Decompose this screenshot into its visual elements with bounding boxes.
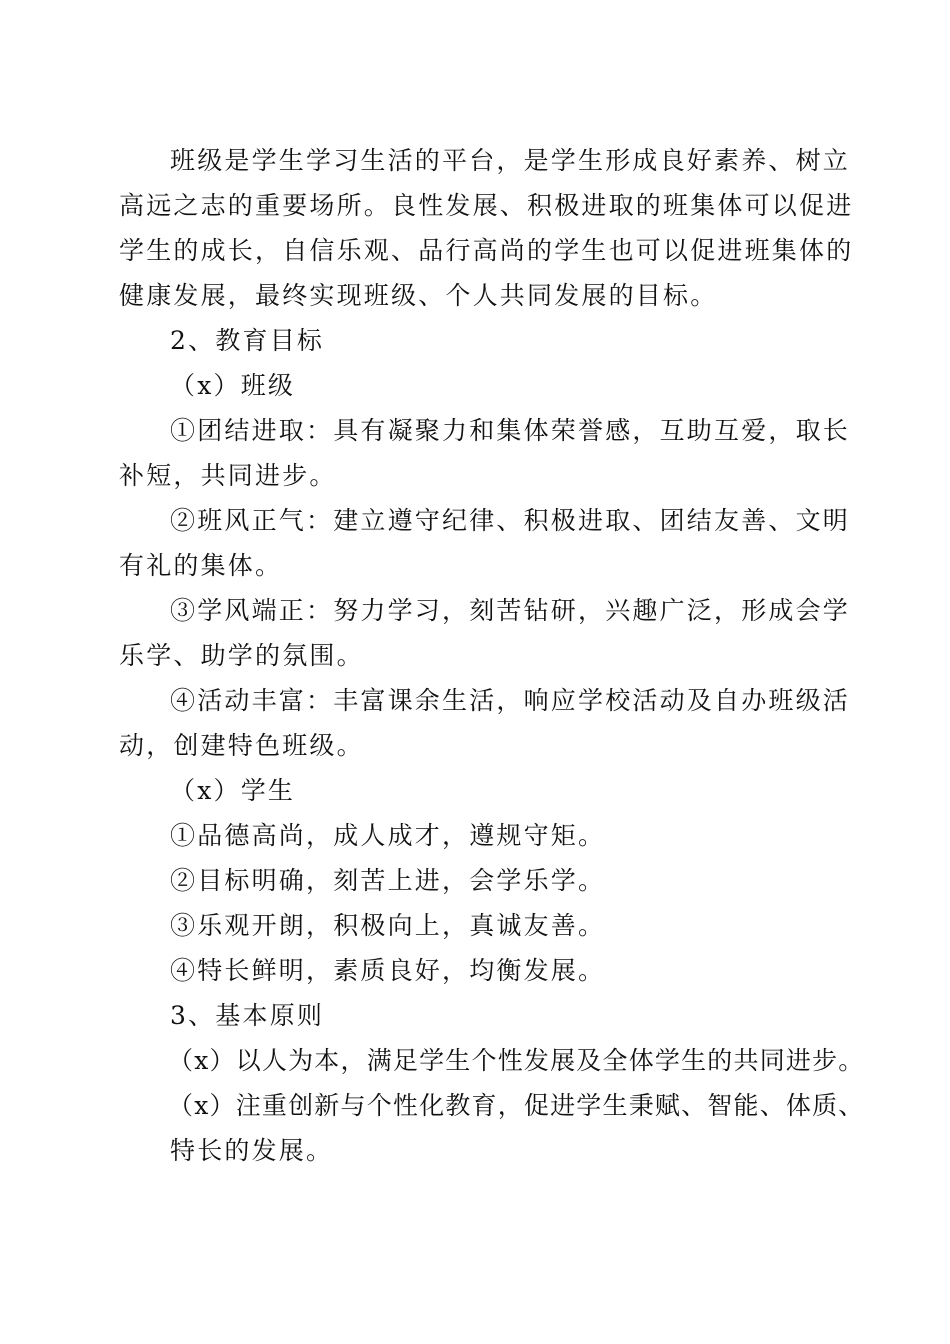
subsection-heading-class: （x）班级 [170,371,296,400]
intro-line: 健康发展，最终实现班级、个人共同发展的目标。 [119,281,718,310]
subsection-heading-student: （x）学生 [170,776,296,805]
section-heading: 2、教育目标 [170,326,325,355]
student-item: ①品德高尚，成人成才，遵规守矩。 [170,821,606,850]
intro-line: 学生的成长，自信乐观、品行高尚的学生也可以促进班集体的 [119,236,854,265]
class-item-line: 乐学、助学的氛围。 [119,641,364,670]
intro-line: 班级是学生学习生活的平台，是学生形成良好素养、树立 [170,146,851,175]
student-item: ④特长鲜明，素质良好，均衡发展。 [170,956,606,985]
class-item-line: 有礼的集体。 [119,551,283,580]
class-item-line: ①团结进取：具有凝聚力和集体荣誉感，互助互爱，取长 [170,416,851,445]
student-item: ②目标明确，刻苦上进，会学乐学。 [170,866,606,895]
class-item-line: ④活动丰富：丰富课余生活，响应学校活动及自办班级活 [170,686,851,715]
class-item-line: 动，创建特色班级。 [119,731,364,760]
principle-line: （x）以人为本，满足学生个性发展及全体学生的共同进步。 [168,1046,865,1075]
class-item-line: 补短，共同进步。 [119,461,337,490]
principle-line: 特长的发展。 [170,1136,334,1165]
student-item: ③乐观开朗，积极向上，真诚友善。 [170,911,606,940]
class-item-line: ③学风端正：努力学习，刻苦钻研，兴趣广泛，形成会学 [170,596,851,625]
intro-line: 高远之志的重要场所。良性发展、积极进取的班集体可以促进 [119,191,854,220]
class-item-line: ②班风正气：建立遵守纪律、积极进取、团结友善、文明 [170,506,851,535]
principle-line: （x）注重创新与个性化教育，促进学生秉赋、智能、体质、 [168,1091,865,1120]
section-heading: 3、基本原则 [170,1001,325,1030]
